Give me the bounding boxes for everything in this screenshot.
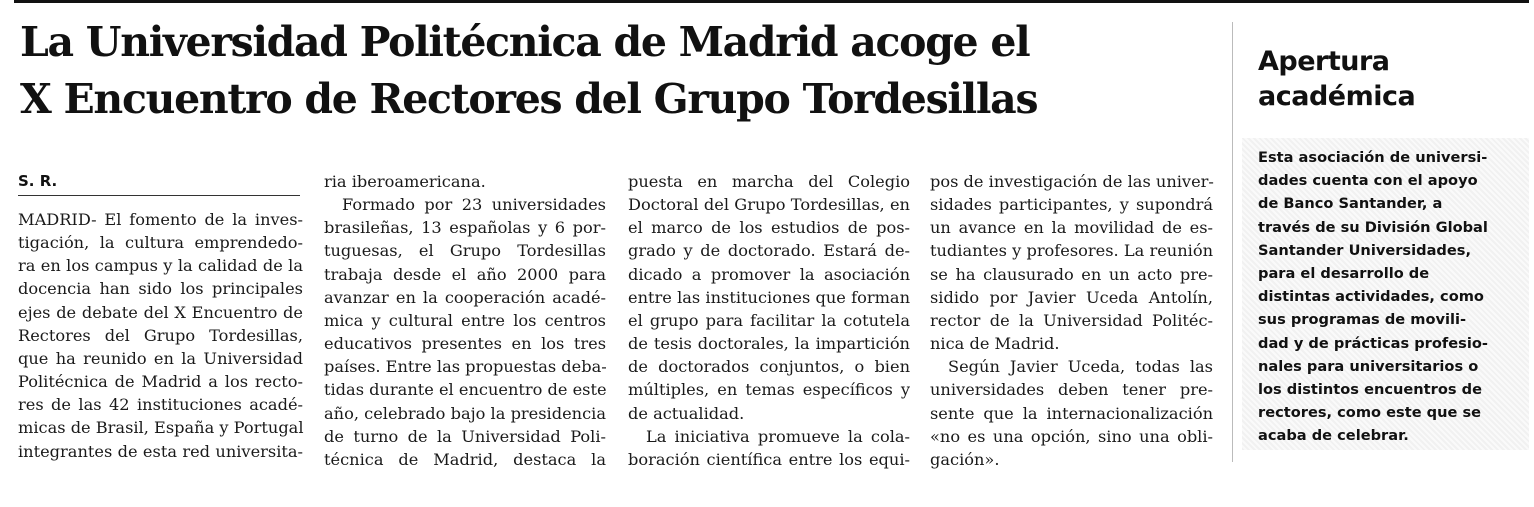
text-line: nica de Madrid. <box>930 334 1060 354</box>
text-line: educativos presentes en los tres <box>324 334 606 354</box>
text-line: dicado a promover la asociación <box>628 264 910 284</box>
text-line: gación». <box>930 449 1000 469</box>
text-line: boración científica entre los equi- <box>628 449 910 469</box>
sidebar-line: los distintos encuentros de <box>1258 381 1482 399</box>
sidebar-title-line-1: Apertura <box>1258 46 1390 77</box>
article-column-1 <box>18 208 303 463</box>
article-column-4 <box>930 170 1213 471</box>
sidebar-title-line-2: académica <box>1258 81 1416 112</box>
text-line: tidas durante el encuentro de este <box>324 380 607 400</box>
text-line: múltiples, en temas específicos y <box>628 380 910 400</box>
sidebar-divider <box>1232 22 1233 462</box>
sidebar-line: acaba de celebrar. <box>1258 427 1409 445</box>
headline-line-2: X Encuentro de Rectores del Grupo Tordesillas <box>20 75 1038 123</box>
sidebar-line: Santander Universidades, <box>1258 241 1471 259</box>
text-line: año, celebrado bajo la presidencia <box>324 403 606 423</box>
text-line: Según Javier Uceda, todas las <box>948 357 1213 377</box>
sidebar-line: Esta asociación de universi- <box>1258 149 1488 166</box>
text-line: tudiantes y profesores. La reunión <box>930 241 1213 261</box>
text-line: trabaja desde el año 2000 para <box>324 264 606 284</box>
text-line: sidido por Javier Uceda Antolín, <box>930 287 1213 307</box>
text-line: que ha reunido en la Universidad <box>18 348 303 368</box>
text-line: universidades deben tener pre- <box>930 380 1213 400</box>
sidebar-line: través de su División Global <box>1258 218 1488 236</box>
sidebar-line: de Banco Santander, a <box>1258 195 1443 213</box>
text-line: mica y cultural entre los centros <box>324 310 606 330</box>
text-line: Politécnica de Madrid a los recto- <box>18 372 303 392</box>
text-line: ria iberoamericana. <box>324 172 486 191</box>
text-line: avanzar en la cooperación acadé- <box>324 287 606 307</box>
sidebar-line: para el desarrollo de <box>1258 265 1430 283</box>
text-line: técnica de Madrid, destaca la <box>324 449 606 469</box>
text-line: integrantes de esta red universita- <box>18 441 303 461</box>
headline-line-1: La Universidad Politécnica de Madrid acoge el <box>20 18 1030 66</box>
text-line: de doctorados conjuntos, o bien <box>628 357 910 377</box>
text-line: La iniciativa promueve la cola- <box>646 426 910 446</box>
sidebar-line: distintas actividades, como <box>1258 288 1484 306</box>
text-line: de actualidad. <box>628 403 745 423</box>
text-line: MADRID- El fomento de la inves- <box>18 210 303 229</box>
article-column-2 <box>324 170 606 471</box>
byline: S. R. <box>18 172 58 190</box>
text-line: Doctoral del Grupo Tordesillas, en <box>628 195 910 215</box>
text-line: un avance en la movilidad de es- <box>930 218 1213 238</box>
text-line: sidades participantes, y supondrá <box>930 195 1213 215</box>
sidebar-line: nales para universitarios o <box>1258 357 1479 375</box>
sidebar-title <box>1258 44 1415 114</box>
text-line: tuguesas, el Grupo Tordesillas <box>324 241 606 261</box>
article-headline <box>20 14 1210 128</box>
sidebar-line: dad y de prácticas profesio- <box>1258 334 1488 352</box>
top-rule <box>14 0 1529 3</box>
sidebar-line: sus programas de movili- <box>1258 311 1467 329</box>
text-line: Rectores del Grupo Tordesillas, <box>18 325 303 345</box>
byline-rule <box>18 195 300 196</box>
text-line: de turno de la Universidad Poli- <box>324 426 606 446</box>
text-line: res de las 42 instituciones acadé- <box>18 395 303 415</box>
text-line: el grupo para facilitar la cotutela <box>628 310 910 330</box>
article-column-3 <box>628 170 910 471</box>
text-line: tigación, la cultura emprendedo- <box>18 233 303 253</box>
text-line: rector de la Universidad Politéc- <box>930 310 1213 330</box>
sidebar-line: rectores, como este que se <box>1258 404 1482 422</box>
text-line: pos de investigación de las univer- <box>930 172 1214 191</box>
text-line: países. Entre las propuestas deba- <box>324 357 607 377</box>
sidebar-line: dades cuenta con el apoyo <box>1258 172 1478 190</box>
text-line: «no es una opción, sino una obli- <box>930 426 1213 446</box>
text-line: ra en los campus y la calidad de la <box>18 256 303 276</box>
text-line: ejes de debate del X Encuentro de <box>18 302 303 322</box>
text-line: entre las instituciones que forman <box>628 287 910 307</box>
text-line: puesta en marcha del Colegio <box>628 172 910 191</box>
text-line: de tesis doctorales, la impartición <box>628 334 910 354</box>
text-line: micas de Brasil, España y Portugal <box>18 418 304 438</box>
text-line: se ha clausurado en un acto pre- <box>930 264 1213 284</box>
text-line: brasileñas, 13 españolas y 6 por- <box>324 218 606 238</box>
text-line: sente que la internacionalización <box>930 403 1213 423</box>
sidebar-text <box>1258 146 1520 448</box>
text-line: Formado por 23 universidades <box>342 195 606 215</box>
text-line: grado y de doctorado. Estará de- <box>628 241 910 261</box>
text-line: docencia han sido los principales <box>18 279 303 299</box>
text-line: el marco de los estudios de pos- <box>628 218 910 238</box>
